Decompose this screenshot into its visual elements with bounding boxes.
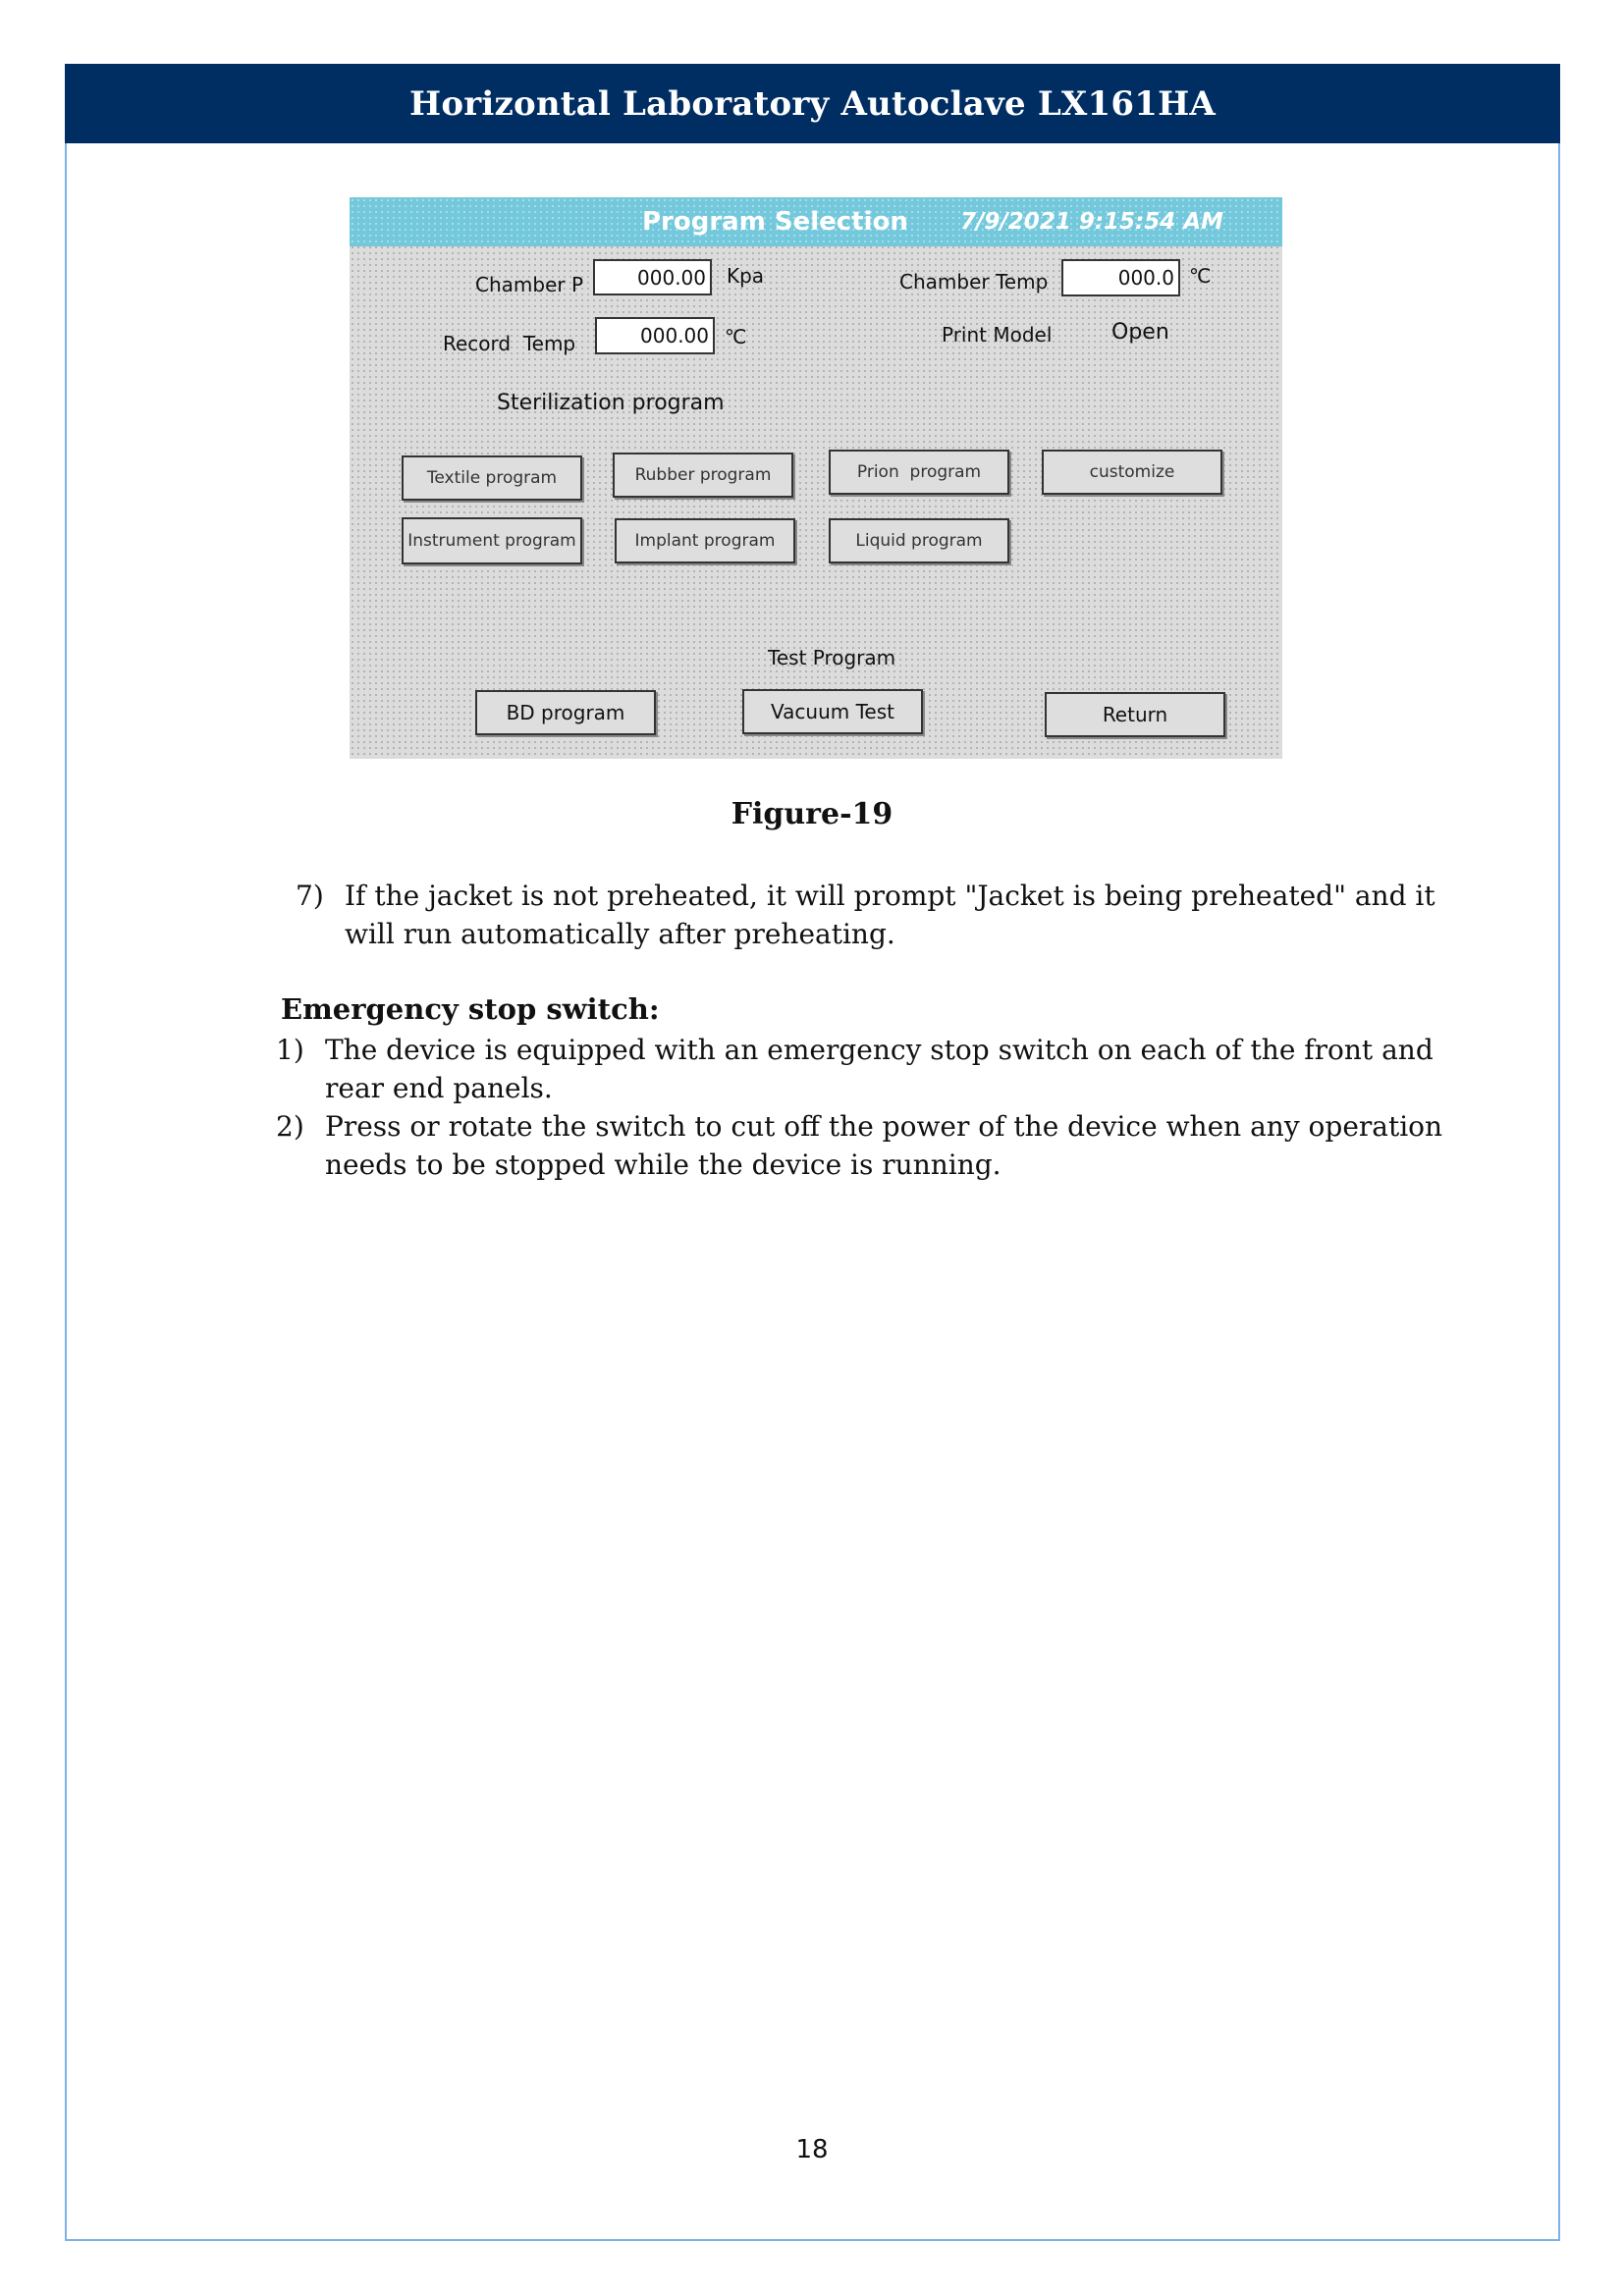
program-selection-screen <box>350 197 1282 759</box>
textile-program-button[interactable]: Textile program <box>402 455 582 501</box>
document-title: Horizontal Laboratory Autoclave LX161HA <box>409 83 1216 124</box>
test-program-label: Test Program <box>768 646 896 669</box>
print-model-label: Print Model <box>942 323 1053 347</box>
customize-button[interactable]: customize <box>1042 450 1222 495</box>
record-temp-label: Record Temp <box>443 332 576 355</box>
vacuum-test-button[interactable]: Vacuum Test <box>742 689 923 734</box>
sterilization-program-label: Sterilization program <box>497 391 725 415</box>
screen-title-bar <box>350 197 1282 246</box>
figure-caption: Figure-19 <box>731 797 893 831</box>
list-item-text: The device is equipped with an emergency stop switch on each of the front and <box>325 1034 1434 1066</box>
document-header <box>65 64 1560 143</box>
list-item <box>276 1107 1464 1186</box>
chamber-temp-value: 000.0 <box>1061 259 1180 296</box>
list-item-text: Press or rotate the switch to cut off the power of the device when any operation <box>325 1110 1443 1143</box>
return-button[interactable]: Return <box>1045 692 1225 737</box>
list-item-text: If the jacket is not preheated, it will prompt "Jacket is being preheated" and it <box>345 880 1435 912</box>
chamber-temp-label: Chamber Temp <box>899 270 1049 294</box>
chamber-temp-unit: ℃ <box>1189 264 1212 288</box>
liquid-program-button[interactable]: Liquid program <box>829 518 1009 563</box>
chamber-p-unit: Kpa <box>727 264 765 288</box>
print-model-value: Open <box>1111 320 1169 345</box>
instrument-program-button[interactable]: Instrument program <box>402 517 582 564</box>
list-item-text: needs to be stopped while the device is running. <box>325 1148 1001 1181</box>
record-temp-unit: ℃ <box>725 325 747 348</box>
list-item <box>296 877 1454 955</box>
section-heading: Emergency stop switch: <box>281 992 660 1026</box>
chamber-p-value: 000.00 <box>593 259 712 295</box>
list-item <box>276 1031 1464 1109</box>
screen-datetime: 7/9/2021 9:15:54 AM <box>960 209 1223 235</box>
list-item-number: 1) <box>276 1034 304 1066</box>
rubber-program-button[interactable]: Rubber program <box>613 453 793 498</box>
list-item-text: will run automatically after preheating. <box>345 918 895 950</box>
chamber-p-label: Chamber P <box>475 273 584 296</box>
list-item-text: rear end panels. <box>325 1072 553 1104</box>
bd-program-button[interactable]: BD program <box>475 690 656 735</box>
list-item-number: 7) <box>296 880 324 912</box>
page-number: 18 <box>795 2135 829 2164</box>
list-item-number: 2) <box>276 1110 304 1143</box>
prion-program-button[interactable]: Prion program <box>829 450 1009 495</box>
implant-program-button[interactable]: Implant program <box>615 518 795 563</box>
record-temp-value: 000.00 <box>595 317 715 354</box>
screen-title: Program Selection <box>642 207 908 237</box>
